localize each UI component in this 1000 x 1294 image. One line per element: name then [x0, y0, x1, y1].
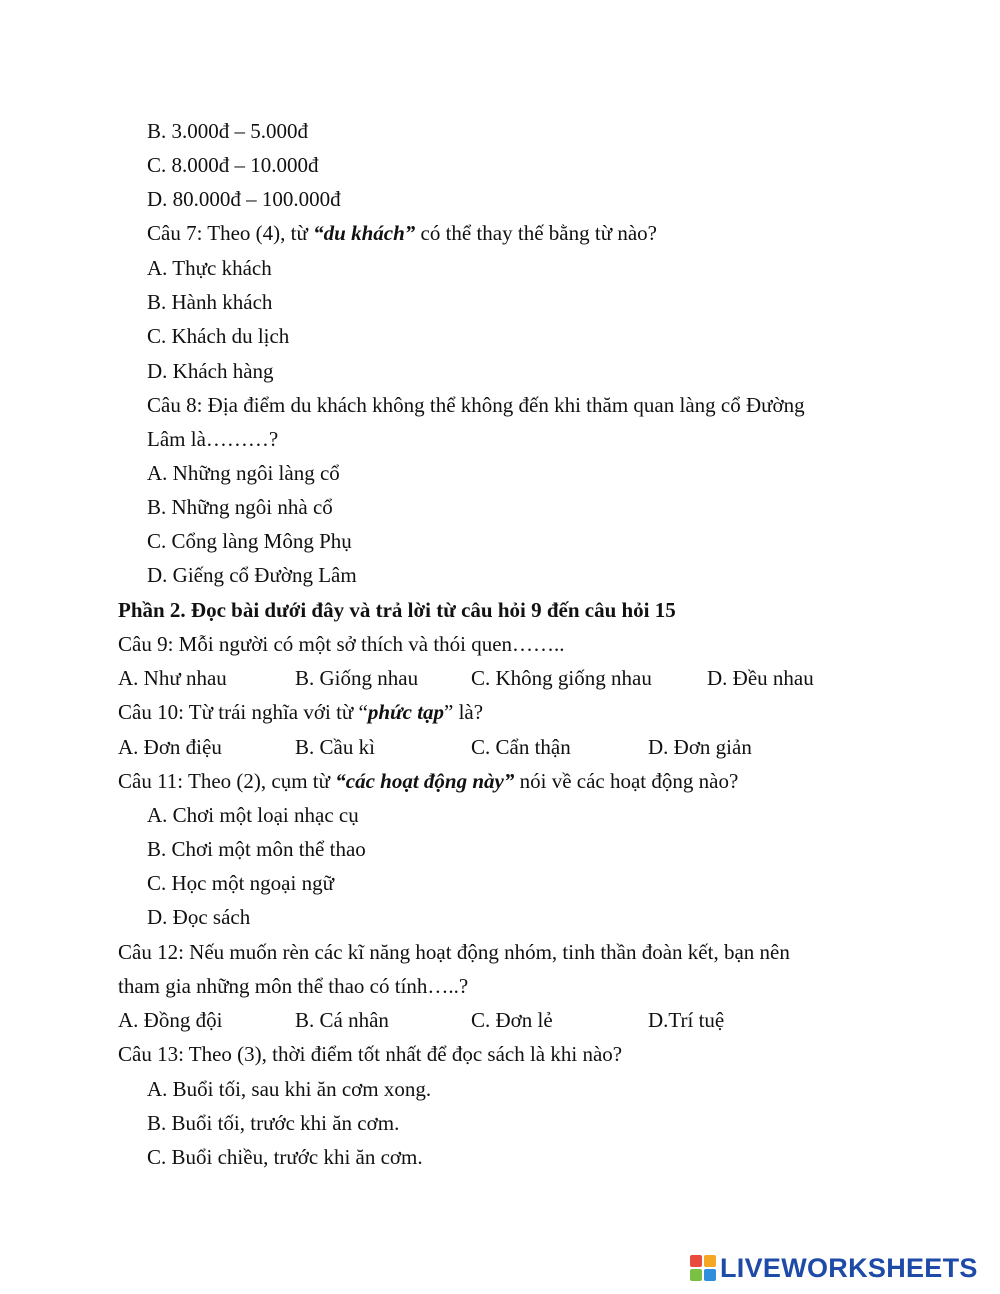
q13-option-c: C. Buổi chiều, trước khi ăn cơm. — [147, 1145, 423, 1169]
logo-square-icon — [690, 1255, 702, 1267]
q7-option-c: C. Khách du lịch — [147, 324, 290, 348]
q9-option-d: D. Đều nhau — [707, 666, 814, 690]
q10-question — [118, 698, 483, 726]
q8-option-c: C. Cổng làng Mông Phụ — [147, 529, 352, 553]
q13-question: Câu 13: Theo (3), thời điểm tốt nhất để đọc sách là khi nào? — [118, 1042, 623, 1066]
logo-square-icon — [704, 1269, 716, 1281]
q13-option-b: B. Buổi tối, trước khi ăn cơm. — [147, 1111, 400, 1135]
q11-option-b: B. Chơi một môn thể thao — [147, 837, 366, 861]
liveworksheets-logo — [690, 1251, 978, 1285]
part2-heading-text: Phần 2. Đọc bài dưới đây và trả lời từ câu hỏi 9 đến câu hỏi 15 — [118, 598, 676, 622]
q7-question — [147, 219, 657, 247]
q11-question — [118, 767, 738, 795]
q10-emphasis: phức tạp — [367, 700, 445, 724]
q12-option-b: B. Cá nhân — [295, 1008, 389, 1032]
q11-option-d: D. Đọc sách — [147, 905, 251, 929]
q11-option-c: C. Học một ngoại ngữ — [147, 871, 334, 895]
q8-option-a: A. Những ngôi làng cổ — [147, 461, 340, 485]
q6-option-b: B. 3.000đ – 5.000đ — [147, 119, 309, 143]
q6-option-c: C. 8.000đ – 10.000đ — [147, 153, 319, 177]
part2-heading — [118, 596, 676, 624]
q7-prefix: Câu 7: Theo (4), từ — [147, 221, 314, 245]
q7-option-d: D. Khách hàng — [147, 359, 274, 383]
q9-option-a: A. Như nhau — [118, 666, 227, 690]
q7-emphasis: “du khách” — [313, 221, 416, 245]
q7-suffix: có thể thay thế bằng từ nào? — [415, 221, 657, 245]
q12-question-line2: tham gia những môn thể thao có tính…..? — [118, 974, 469, 998]
q12-option-d: D.Trí tuệ — [648, 1008, 725, 1032]
q10-option-a: A. Đơn điệu — [118, 735, 222, 759]
q10-prefix: Câu 10: Từ trái nghĩa với từ “ — [118, 700, 368, 724]
q12-question-line1: Câu 12: Nếu muốn rèn các kĩ năng hoạt động nhóm, tinh thần đoàn kết, bạn nên — [118, 940, 790, 964]
q10-option-d: D. Đơn giản — [648, 735, 752, 759]
q11-suffix: nói về các hoạt động nào? — [514, 769, 739, 793]
logo-mark-icon — [690, 1255, 716, 1281]
q11-prefix: Câu 11: Theo (2), cụm từ — [118, 769, 336, 793]
q6-option-d: D. 80.000đ – 100.000đ — [147, 187, 341, 211]
q10-option-c: C. Cẩn thận — [471, 735, 571, 759]
logo-text: LIVEWORKSHEETS — [720, 1252, 978, 1283]
q10-option-b: B. Cầu kì — [295, 735, 375, 759]
q7-option-a: A. Thực khách — [147, 256, 272, 280]
q8-option-b: B. Những ngôi nhà cổ — [147, 495, 333, 519]
logo-square-icon — [690, 1269, 702, 1281]
q9-question: Câu 9: Mỗi người có một sở thích và thói quen…….. — [118, 632, 565, 656]
q8-question-line1: Câu 8: Địa điểm du khách không thể không đến khi thăm quan làng cổ Đường — [147, 393, 805, 417]
q8-question-line2: Lâm là………? — [147, 427, 279, 451]
q12-option-a: A. Đồng đội — [118, 1008, 223, 1032]
q11-option-a: A. Chơi một loại nhạc cụ — [147, 803, 359, 827]
q10-suffix: ” là? — [444, 700, 484, 724]
q11-emphasis: “các hoạt động này” — [335, 769, 515, 793]
q8-option-d: D. Giếng cổ Đường Lâm — [147, 563, 357, 587]
q7-option-b: B. Hành khách — [147, 290, 273, 314]
q13-option-a: A. Buổi tối, sau khi ăn cơm xong. — [147, 1077, 432, 1101]
q9-option-b: B. Giống nhau — [295, 666, 419, 690]
logo-square-icon — [704, 1255, 716, 1267]
q9-option-c: C. Không giống nhau — [471, 666, 652, 690]
q12-option-c: C. Đơn lẻ — [471, 1008, 553, 1032]
